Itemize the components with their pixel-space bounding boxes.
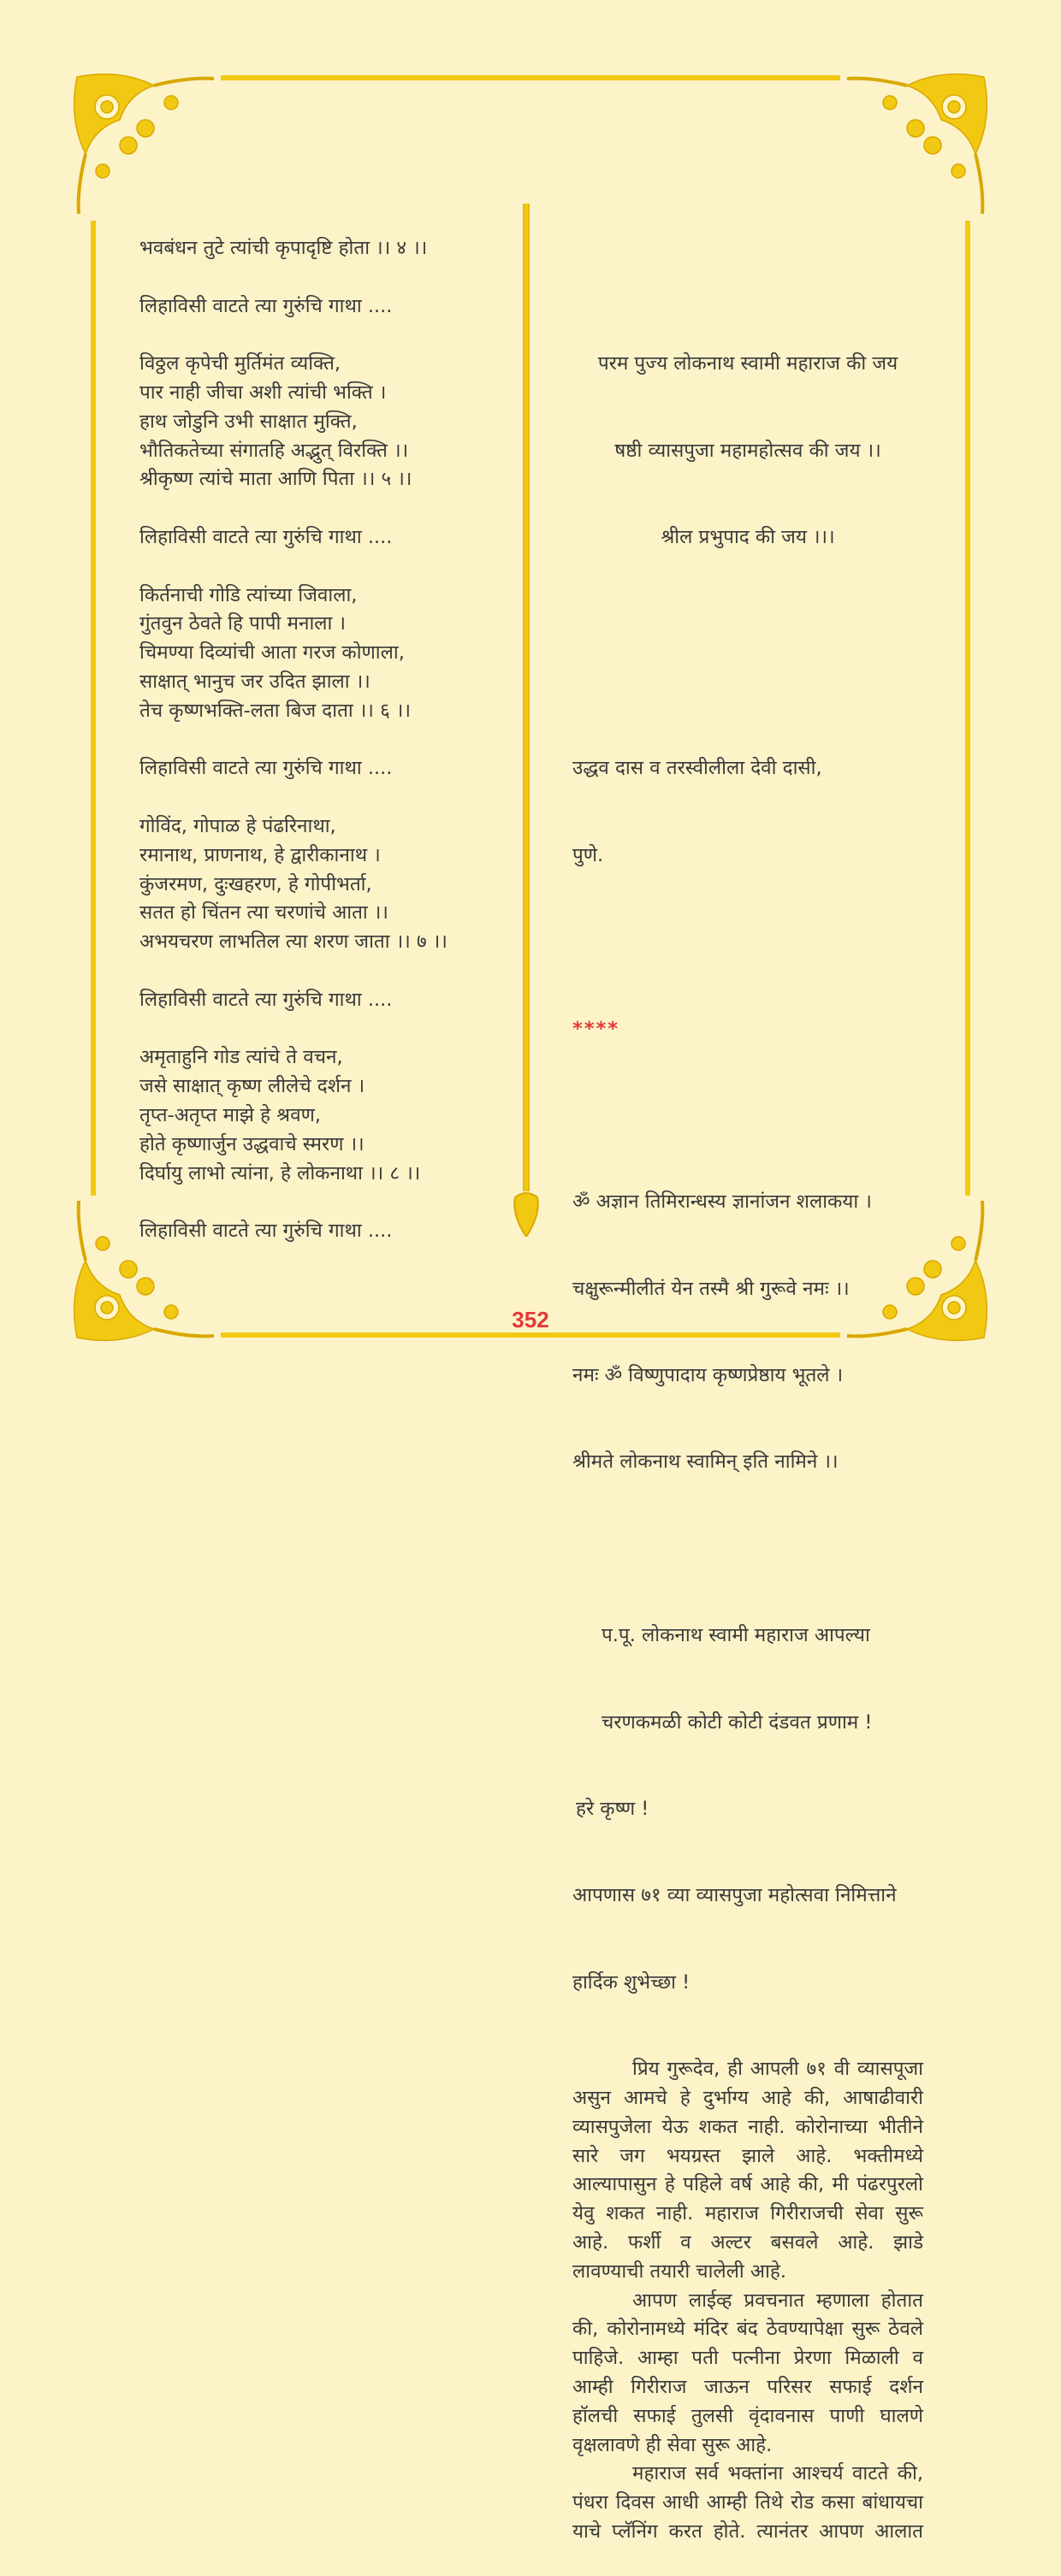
poem-line: तृप्त-अतृप्त माझे हे श्रवण, (139, 1103, 322, 1126)
poem-spacer (139, 494, 499, 523)
letter-body-line: याचे प्लॅनिंग करत होते. त्यानंतर आपण आलात (572, 2520, 923, 2543)
poem-line: श्रीकृष्ण त्यांचे माता आणि पिता ।। ५ ।। (139, 468, 412, 491)
poem-line: अमृताहुनि गोड त्यांचे ते वचन, (139, 1046, 343, 1069)
letter-column (572, 234, 923, 2576)
corner-ornament-top-left (60, 60, 222, 222)
greeting-line: हरे कृष्ण ! (576, 1798, 649, 1821)
jai-line: परम पुज्य लोकनाथ स्वामी महाराज की जय (597, 352, 898, 375)
greeting-line: हार्दिक शुभेच्छा ! (572, 1970, 691, 1994)
greeting-line: चरणकमळी कोटी कोटी दंडवत प्रणाम ! (602, 1710, 873, 1734)
column-divider (523, 204, 530, 1191)
poem-line: किर्तनाची गोडि त्यांच्या जिवाला, (139, 583, 358, 606)
signature-city: पुणे. (572, 843, 604, 866)
poem-line: जसे साक्षात् कृष्ण लीलेचे दर्शन । (139, 1075, 365, 1098)
poem-line: दिर्घायु लाभो त्यांना, हे लोकनाथा ।। ८ ।। (139, 1161, 421, 1185)
poem-line: लिहाविसी वाटते त्या गुरुंचि गाथा .... (139, 757, 393, 780)
signature-name: उद्धव दास व तरस्वीलीला देवी दासी, (572, 757, 822, 780)
poem-line: लिहाविसी वाटते त्या गुरुंचि गाथा .... (139, 988, 393, 1011)
page-number: 352 (512, 1307, 549, 1332)
poem-spacer (139, 321, 499, 350)
jai-block (572, 292, 923, 611)
letter-body-line: हॉलची सफाई तुलसी वृंदावनास पाणी घालणे (572, 2404, 923, 2427)
letter-body-line: आहे. फर्शी व अल्टर बसवले आहे. झाडे (572, 2230, 923, 2254)
poem-line: सतत हो चिंतन त्या चरणांचे आता ।। (139, 901, 388, 925)
letter-body-line: लावण्याची तयारी चालेली आहे. (572, 2260, 787, 2283)
poem-spacer (139, 957, 499, 986)
letter-body-line: की, कोरोनामध्ये मंदिर बंद ठेवण्यापेक्षा सुरू ठेवले (572, 2318, 923, 2341)
poem-spacer (139, 726, 499, 755)
letter-body-line: पंधरा दिवस आधी आम्ही तिथे रोड कसा बांधायचा (572, 2491, 923, 2514)
poem-line: कुंजरमण, दुःखहरण, हे गोपीभर्ता, (139, 872, 372, 895)
poem-spacer (139, 1188, 499, 1217)
letter-body-line: आम्ही गिरीराज जाऊन परिसर सफाई दर्शन (572, 2375, 923, 2398)
jai-line: षष्ठी व्यासपुजा महामहोत्सव की जय ।। (614, 439, 881, 462)
poem-line: लिहाविसी वाटते त्या गुरुंचि गाथा .... (139, 525, 393, 548)
poem-line: विठ्ठल कृपेची मुर्तिमंत व्यक्ति, (139, 352, 341, 375)
poem-line: भौतिकतेच्या संगातहि अद्भुत् विरक्ति ।। (139, 439, 409, 462)
poem-line: चिमण्या दिव्यांची आता गरज कोणाला, (139, 641, 405, 665)
letter-body-line: सारे जग भयग्रस्त झाले आहे. भक्तीमध्ये (572, 2144, 923, 2167)
poem-line: गुंतवुन ठेवते हि पापी मनाला । (139, 612, 347, 635)
letter-body-line: येवु शकत नाही. महाराज गिरीराजची सेवा सुरू (572, 2202, 923, 2225)
poem-column (139, 234, 499, 1246)
mantra-line: चक्षुरून्मीलीतं येन तस्मै श्री गुरूवे नमः ।। (572, 1277, 850, 1300)
jai-line: श्रील प्रभुपाद की जय ।।। (661, 525, 835, 548)
poem-line: रमानाथ, प्राणनाथ, हे द्वारीकानाथ । (139, 843, 381, 866)
letter-body-line: पाहिजे. आम्हा पती पत्नीना प्रेरणा मिळाली व (572, 2347, 923, 2370)
poem-line: अभयचरण लाभतिल त्या शरण जाता ।। ७ ।। (139, 931, 448, 954)
poem-line: हाथ जोडुनि उभी साक्षात मुक्ति, (139, 410, 358, 433)
mantra-line: ॐ अज्ञान तिमिरान्धस्य ज्ञानांजन शलाकया । (572, 1191, 872, 1214)
letter-body-line: आल्यापासुन हे पहिले वर्ष आहे की, मी पंढरपुरलो (572, 2173, 923, 2196)
frame-left-line (91, 221, 96, 1196)
section-separator-stars: **** (572, 1017, 620, 1040)
poem-line: साक्षात् भानुच जर उदित झाला ।। (139, 670, 370, 693)
divider-tip-ornament (512, 1189, 541, 1237)
letter-body-line: वृक्षलावणे ही सेवा सुरू आहे. (572, 2433, 773, 2456)
letter-body-line: महाराज सर्व भक्तांना आश्चर्य वाटते की, (632, 2462, 923, 2485)
frame-right-line (965, 221, 970, 1196)
frame-top-line (221, 75, 840, 80)
poem-line: पार नाही जीचा अशी त्यांची भक्ति । (139, 381, 387, 404)
letter-body-line: प्रिय गुरूदेव, ही आपली ७१ वी व्यासपूजा (632, 2058, 923, 2081)
poem-spacer (139, 263, 499, 292)
poem-line: गोविंद, गोपाळ हे पंढरिनाथा, (139, 814, 336, 837)
letter-body-line: आपण लाईव्ह प्रवचनात म्हणाला होतात (632, 2289, 923, 2312)
greeting-line: प.पू. लोकनाथ स्वामी महाराज आपल्या (602, 1624, 870, 1647)
poem-line: भवबंधन तुटे त्यांची कृपादृष्टि होता ।। ४ ।। (139, 237, 428, 259)
letter-body-line: असुन आमचे हे दुर्भाग्य आहे की, आषाढीवारी (572, 2087, 923, 2109)
poem-line: लिहाविसी वाटते त्या गुरुंचि गाथा .... (139, 1220, 393, 1243)
mantra-line: श्रीमते लोकनाथ स्वामिन् इति नामिने ।। (572, 1450, 839, 1474)
poem-spacer (139, 783, 499, 812)
poem-line: लिहाविसी वाटते त्या गुरुंचि गाथा .... (139, 294, 393, 317)
greeting-line: आपणास ७१ व्या व्यासपुजा महोत्सवा निमित्ताने (572, 1884, 897, 1907)
poem-line: होते कृष्णार्जुन उद्धवाचे स्मरण ।। (139, 1132, 365, 1155)
letter-body-line: व्यासपुजेला येऊ शकत नाही. कोरोनाच्या भीतीने (572, 2115, 923, 2138)
poem-spacer (139, 1015, 499, 1044)
poem-line: तेच कृष्णभक्ति-लता बिज दाता ।। ६ ।। (139, 699, 411, 722)
letter-body (572, 2055, 923, 2547)
corner-ornament-top-right (839, 60, 1001, 222)
poem-spacer (139, 552, 499, 582)
mantra-line: नमः ॐ विष्णुपादाय कृष्णप्रेष्ठाय भूतले । (572, 1364, 844, 1387)
